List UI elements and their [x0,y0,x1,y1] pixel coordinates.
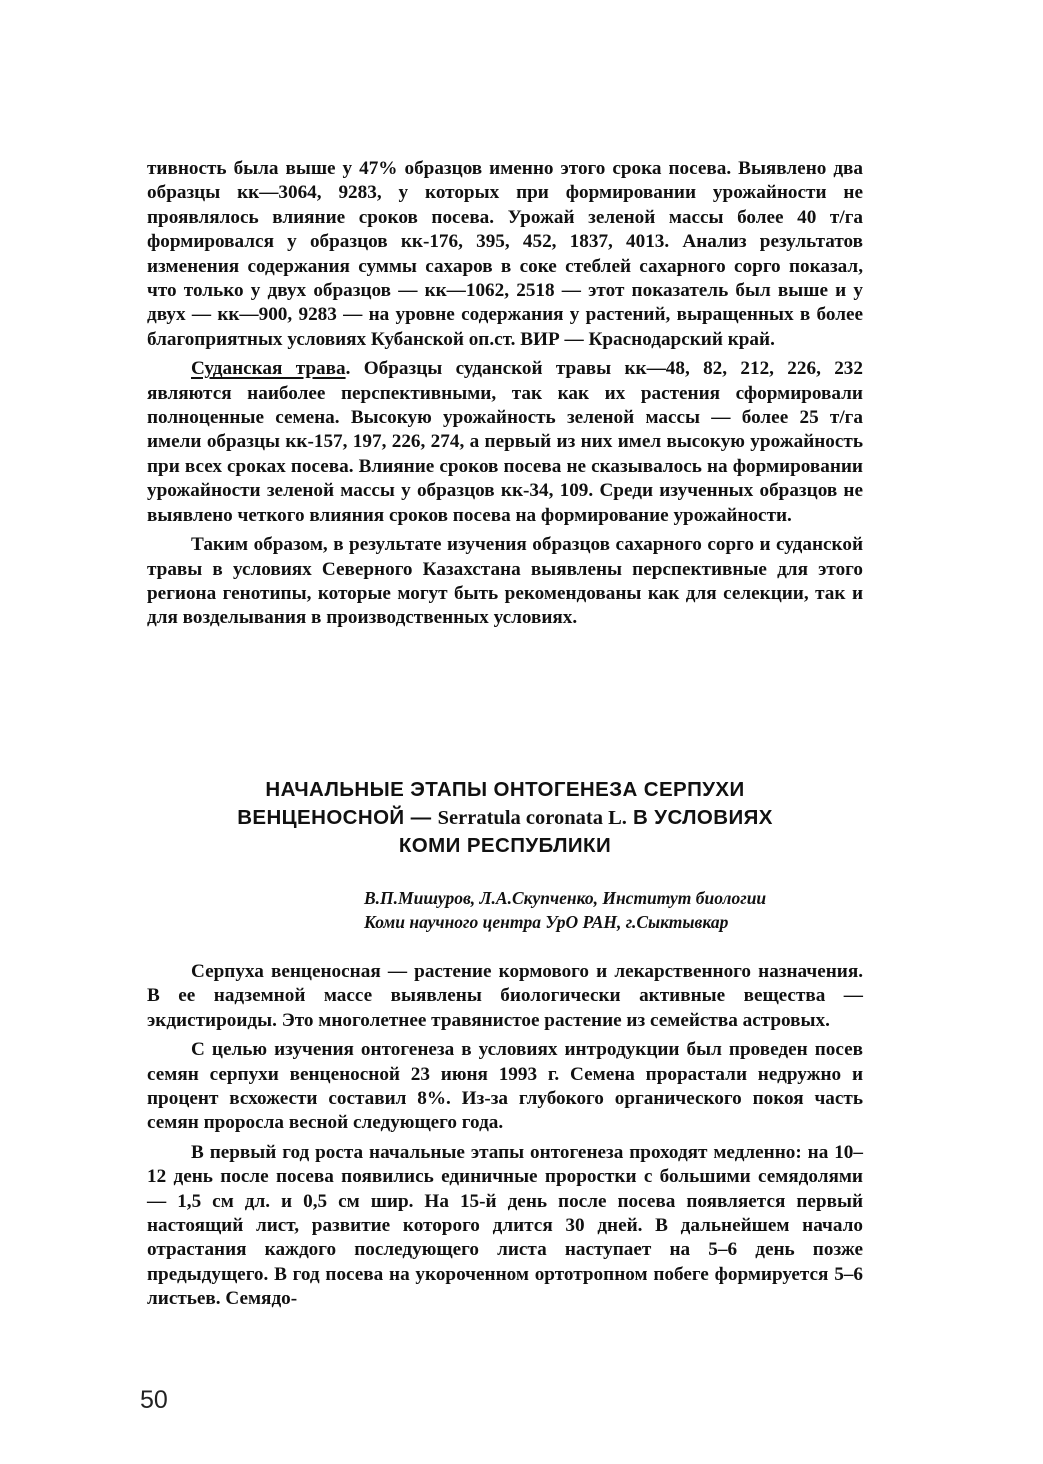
paragraph-sudan-grass [147,357,863,528]
authors-affiliation [364,886,864,934]
authors-line-2: Коми научного центра УрО РАН, г.Сыктывкар [364,912,729,932]
title-line-2-prefix: ВЕНЦЕНОСНОЙ — [237,806,438,829]
authors-line-1: В.П.Мишуров, Л.А.Скупченко, Институт биологии [364,888,767,908]
article-title [147,776,863,860]
article-body [147,960,863,1312]
previous-article-ending [147,157,863,631]
paragraph: тивность была выше у 47% образцов именно этого срока посева. Выявлено два образцы кк—3064, 9283, у которых при формировании урожайности не проявлялось влияние сроков посева. Урожай зеленой массы более 40 т/га формировался у образцов кк-176, 395, 452, 1837, 4013. Анализ результатов изменения содержания суммы сахаров в соке стеблей сахарного сорго показал, что только у двух образцов — кк—1062, 2518 — этот показатель был выше и у двух — кк—900, 9283 — на уровне содержания у растений, выращенных в более благоприятных условиях Кубанской оп.ст. ВИР — Краснодарский край. [147,158,863,350]
paragraph: Серпуха венценосная — растение кормового и лекарственного назначения. В ее надземной массе выявлены биологически активные вещества — экдистироиды. Это многолетнее травянистое растение из семейства астровых. [147,961,863,1031]
paragraph: С целью изучения онтогенеза в условиях интродукции был проведен посев семян серпухи венценосной 23 июня 1993 г. Семена прорастали недружно и процент всхожести составил 8%. Из-за глубокого органического покоя часть семян проросла весной следующего года. [147,1039,863,1134]
title-latin-name: Serratula coronata L. [437,807,627,829]
title-line-2 [147,804,863,832]
sudan-grass-heading: Суданская трава [191,358,346,380]
title-line-3: КОМИ РЕСПУБЛИКИ [398,834,612,857]
paragraph-conclusion: Таким образом, в результате изучения образцов сахарного сорго и суданской травы в условиях Северного Казахстана выявлены перспективные для этого региона генотипы, которые могут быть рекомендованы как для селекции, так и для возделывания в производственных условиях. [147,534,863,629]
sudan-grass-text: . Образцы суданской травы кк—48, 82, 212, 226, 232 являются наиболее перспективными, так как их растения сформировали полноценные семена. Высокую урожайность зеленой массы — более 25 т/га имели образцы кк-157, 197, 226, 274, а первый из них имел высокую урожайность при всех сроках посева. Влияние сроков посева не сказывалось на формировании урожайности зеленой массы у образцов кк-34, 109. Среди изученных образцов не выявлено четкого влияния сроков посева на формирование урожайности. [147,358,863,526]
title-line-1: НАЧАЛЬНЫЕ ЭТАПЫ ОНТОГЕНЕЗА СЕРПУХИ [265,778,745,801]
paragraph: В первый год роста начальные этапы онтогенеза проходят медленно: на 10–12 день после посева появились единичные проростки с большими семядолями — 1,5 см дл. и 0,5 см шир. На 15-й день после посева появляется первый настоящий лист, развитие которого длится 30 дней. В дальнейшем начало отрастания каждого последующего листа наступает на 5–6 день позже предыдущего. В год посева на укороченном ортотропном побеге формируется 5–6 листьев. Семядо- [147,1141,863,1310]
title-line-2-suffix: В УСЛОВИЯХ [626,806,773,829]
page-number: 50 [140,1386,168,1414]
